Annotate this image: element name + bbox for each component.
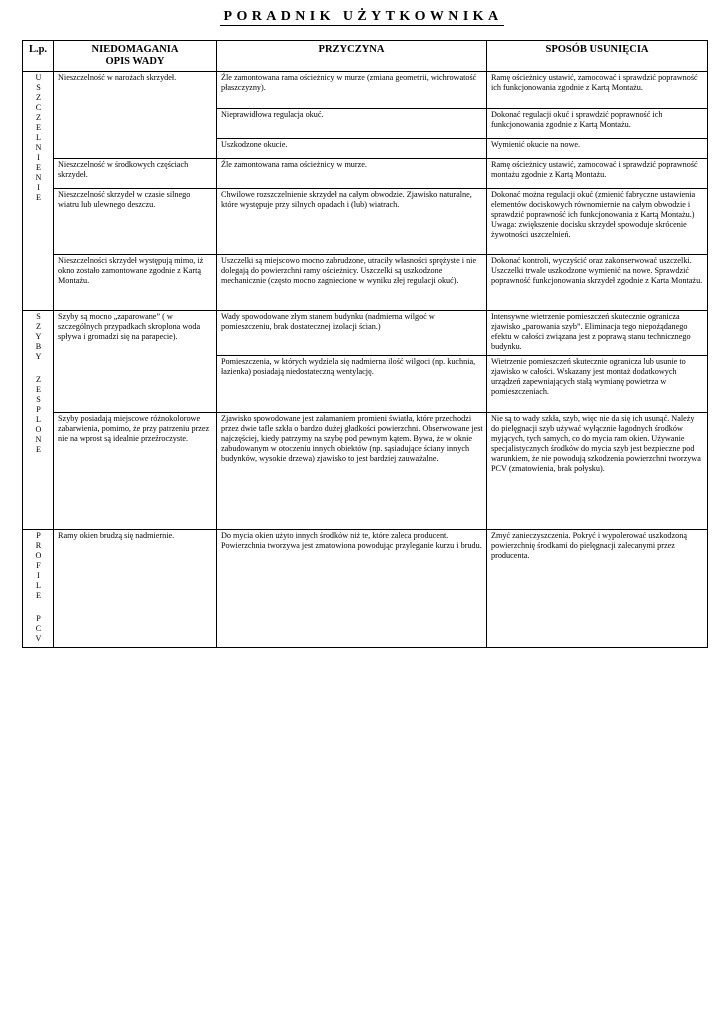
cause-cell: Uszczelki są miejscowo mocno zabrudzone, utraciły własności sprężyste i nie dolegają do powierzchni ramy ościeżnicy. Uszczelki są uszkodzone mechanicznie (często mocno zagniecione w wyniku złej regulacji okuć). (217, 255, 487, 311)
header-remedy: SPOSÓB USUNIĘCIA (487, 41, 708, 72)
cause-cell: Chwilowe rozszczelnienie skrzydeł na całym obwodzie. Zjawisko naturalne, które występuje przy silnych opadach i (lub) wiatrach. (217, 189, 487, 255)
cause-cell: Źle zamontowana rama ościeżnicy w murze (zmiana geometrii, wichrowatość płaszczyzny). (217, 72, 487, 109)
header-defect-line1: NIEDOMAGANIA (91, 44, 179, 55)
header-defect-line2: OPIS WADY (105, 56, 165, 67)
remedy-cell: Wymienić okucie na nowe. (487, 139, 708, 159)
remedy-cell: Wietrzenie pomieszczeń skutecznie ogranicza lub usunie to zjawisko w całości. Wskazany jest montaż dodatkowych urządzeń zapewniających stałą wymianę powietrza w pomieszczeniach. (487, 356, 708, 413)
category-cell (23, 311, 54, 530)
defect-cell: Szyby są mocno „zaparowane” ( w szczególnych przypadkach skroplona woda spływa i gromadzi się na parapecie). (54, 311, 217, 413)
table-row (23, 159, 708, 189)
category-word: U S Z C Z E L N I E N I E (35, 73, 42, 202)
table-row (23, 255, 708, 311)
table-row (23, 189, 708, 255)
page-title (0, 9, 724, 25)
cause-cell: Do mycia okien użyto innych środków niż te, które zaleca producent. Powierzchnia tworzywa jest zmatowiona powodując przyleganie kurzu i brudu. (217, 530, 487, 648)
defect-cell: Nieszczelność w środkowych częściach skrzydeł. (54, 159, 217, 189)
cause-cell: Uszkodzone okucie. (217, 139, 487, 159)
remedy-cell: Dokonać można regulacji okuć (zmienić fabryczne ustawienia elementów dociskowych równomiernie na całym obwodzie i sprawdzić poprawność ich funkcjonowania z Kartą Montażu.) Uwaga: zwiększenie docisku skrzydeł spowoduje skrócenie żywotności uszczelnień. (487, 189, 708, 255)
table-body (23, 72, 708, 648)
remedy-cell: Dokonać kontroli, wyczyścić oraz zakonserwować uszczelki. Uszczelki trwale uszkodzone wymienić na nowe. Sprawdzić poprawność funkcjonowania skrzydeł zgodnie z Karta Montażu. (487, 255, 708, 311)
user-guide-table (22, 40, 708, 648)
cause-cell: Nieprawidłowa regulacja okuć. (217, 109, 487, 139)
page-title-text: PORADNIK UŻYTKOWNIKA (220, 9, 505, 26)
cause-cell: Źle zamontowana rama ościeżnicy w murze. (217, 159, 487, 189)
remedy-cell: Ramę ościeżnicy ustawić, zamocować i sprawdzić poprawność ich funkcjonowania zgodnie z Kartą Montażu. (487, 72, 708, 109)
defect-cell: Nieszczelność w narożach skrzydeł. (54, 72, 217, 159)
defect-cell: Nieszczelności skrzydeł występują mimo, iż okno zostało zamontowane zgodnie z Kartą Montażu. (54, 255, 217, 311)
table-row (23, 413, 708, 530)
category-word: Z E S P L O N E (35, 374, 42, 454)
table-row (23, 530, 708, 648)
category-word: P R O F I L E (35, 531, 42, 600)
cause-cell: Wady spowodowane złym stanem budynku (nadmierna wilgoć w pomieszczeniu, brak dostatecznej izolacji ścian.) (217, 311, 487, 356)
remedy-cell: Intensywne wietrzenie pomieszczeń skutecznie ogranicza zjawisko „parowania szyb”. Eliminacja tego niepożądanego efektu w całości związana jest z poprawą stanu technicznego budynku. (487, 311, 708, 356)
category-word: P C V (35, 613, 42, 643)
table-row (23, 72, 708, 109)
table-row (23, 311, 708, 356)
header-cause: PRZYCZYNA (217, 41, 487, 72)
category-word: S Z Y B Y (35, 312, 42, 361)
header-lp: L.p. (23, 41, 54, 72)
category-cell (23, 72, 54, 311)
defect-cell: Ramy okien brudzą się nadmiernie. (54, 530, 217, 648)
category-cell (23, 530, 54, 648)
remedy-cell: Nie są to wady szkła, szyb, więc nie da się ich usunąć. Należy do pielęgnacji szyb używać wyłącznie łagodnych środków myjących, tych samych, co do mycia ram okien. Używanie specjalistycznych środków do mycia szyb jest bezpieczne pod warunkiem, że nie powodują szkodzenia powierzchni tworzywa PCV (zmatowienia, brak połysku). (487, 413, 708, 530)
cause-cell: Zjawisko spowodowane jest załamaniem promieni światła, które przechodzi przez dwie tafle szkła o bardzo dużej gładkości powierzchni. Obserwowane jest najczęściej, kiedy patrzymy na szybę pod pewnym kątem. Bywa, że w oknie zabudowanym w otoczeniu innych obiektów (np. sąsiadujące ściany innych budynków, wysokie drzewa) zjawisko to jest bardziej zauważalne. (217, 413, 487, 530)
remedy-cell: Zmyć zanieczyszczenia. Pokryć i wypolerować uszkodzoną powierzchnię środkami do pielęgnacji zalecanymi przez producenta. (487, 530, 708, 648)
remedy-cell: Ramę ościeżnicy ustawić, zamocować i sprawdzić poprawność montażu zgodnie z Kartą Montażu. (487, 159, 708, 189)
header-row (23, 41, 708, 72)
cause-cell: Pomieszczenia, w których wydziela się nadmierna ilość wilgoci (np. kuchnia, łazienka) posiadają niedostateczną wentylację. (217, 356, 487, 413)
remedy-cell: Dokonać regulacji okuć i sprawdzić poprawność ich funkcjonowania zgodnie z Kartą Montażu. (487, 109, 708, 139)
header-defect (54, 41, 217, 72)
defect-cell: Nieszczelność skrzydeł w czasie silnego wiatru lub ulewnego deszczu. (54, 189, 217, 255)
defect-cell: Szyby posiadają miejscowe różnokolorowe zabarwienia, pomimo, że przy patrzeniu przez nie na wprost są idealnie przeźroczyste. (54, 413, 217, 530)
